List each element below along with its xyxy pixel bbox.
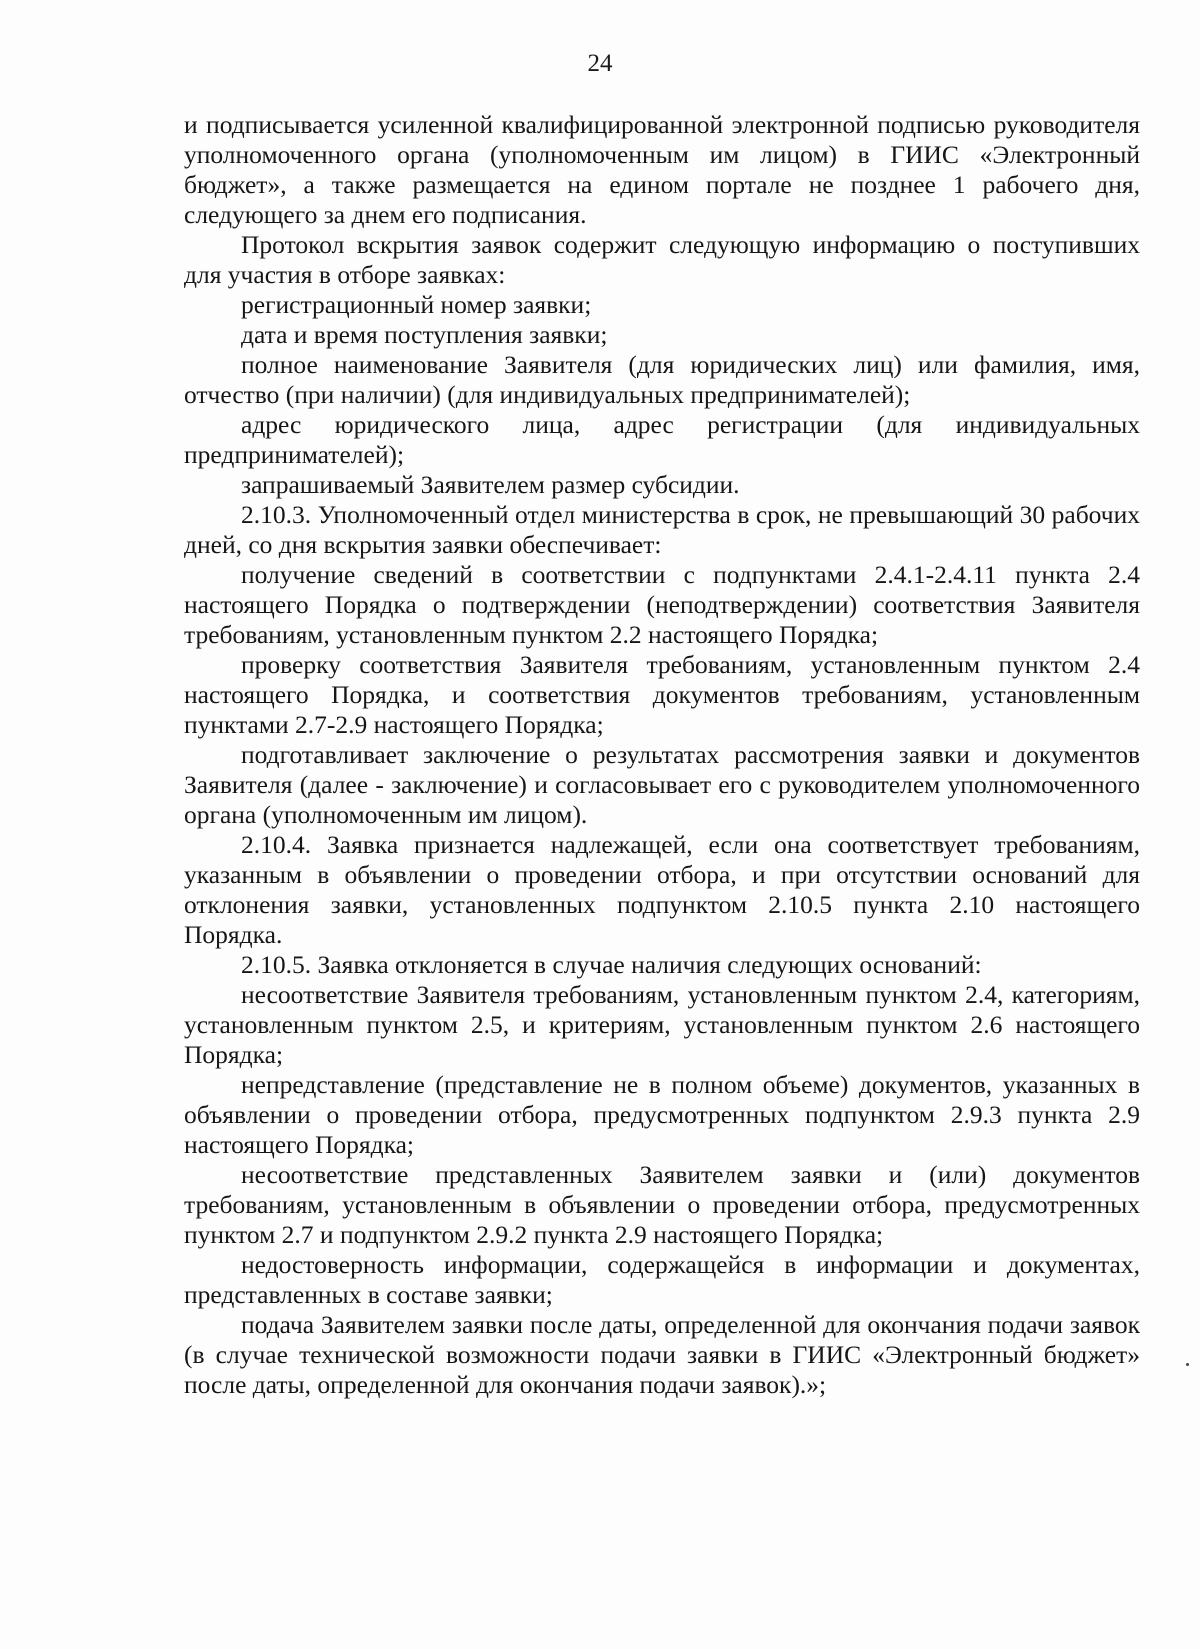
paragraph: запрашиваемый Заявителем размер субсидии.	[241, 470, 740, 499]
paragraph: проверку соответствия Заявителя требованиям, установленным пунктом 2.4 настоящего Порядка, и соответствия документов требованиям, установленным пунктами 2.7-2.9 настоящего Порядка;	[184, 650, 1140, 739]
paragraph: 2.10.4. Заявка признается надлежащей, если она соответствует требованиям, указанным в объявлении о проведении отбора, и при отсутствии оснований для отклонения заявки, установленных подпунктом 2.10.5 пункта 2.10 настоящего Порядка.	[184, 830, 1140, 949]
paragraph: 2.10.5. Заявка отклоняется в случае наличия следующих оснований:	[241, 950, 982, 979]
paragraph: дата и время поступления заявки;	[241, 320, 608, 349]
paragraph: несоответствие Заявителя требованиям, установленным пунктом 2.4, категориям, установленным пунктом 2.5, и критериям, установленным пунктом 2.6 настоящего Порядка;	[184, 980, 1140, 1069]
paragraph: получение сведений в соответствии с подпунктами 2.4.1-2.4.11 пункта 2.4 настоящего Порядка о подтверждении (неподтверждении) соответствия Заявителя требованиям, установленным пунктом 2.2 настоящего Порядка;	[184, 560, 1140, 649]
paragraph: 2.10.3. Уполномоченный отдел министерства в срок, не превышающий 30 рабочих дней, со дня вскрытия заявки обеспечивает:	[184, 500, 1140, 559]
page-number: 24	[587, 50, 613, 77]
paragraph: недостоверность информации, содержащейся в информации и документах, представленных в составе заявки;	[184, 1250, 1140, 1309]
scan-speck	[1186, 1363, 1189, 1366]
paragraph: регистрационный номер заявки;	[241, 290, 592, 319]
paragraph: непредставление (представление не в полном объеме) документов, указанных в объявлении о проведении отбора, предусмотренных подпунктом 2.9.3 пункта 2.9 настоящего Порядка;	[184, 1070, 1140, 1159]
paragraph: полное наименование Заявителя (для юридических лиц) или фамилия, имя, отчество (при наличии) (для индивидуальных предпринимателей);	[184, 350, 1140, 409]
document-body	[184, 110, 1140, 1400]
paragraph: и подписывается усиленной квалифицированной электронной подписью руководителя уполномоченного органа (уполномоченным им лицом) в ГИИС «Электронный бюджет», а также размещается на едином портале не позднее 1 рабочего дня, следующего за днем его подписания.	[184, 110, 1140, 229]
paragraph: подача Заявителем заявки после даты, определенной для окончания подачи заявок (в случае технической возможности подачи заявки в ГИИС «Электронный бюджет» после даты, определенной для окончания подачи заявок).»;	[184, 1310, 1140, 1399]
paragraph: адрес юридического лица, адрес регистрации (для индивидуальных предпринимателей);	[184, 410, 1140, 469]
paragraph: несоответствие представленных Заявителем заявки и (или) документов требованиям, установленным в объявлении о проведении отбора, предусмотренных пунктом 2.7 и подпунктом 2.9.2 пункта 2.9 настоящего Порядка;	[184, 1160, 1140, 1249]
paragraph: подготавливает заключение о результатах рассмотрения заявки и документов Заявителя (далее - заключение) и согласовывает его с руководителем уполномоченного органа (уполномоченным им лицом).	[184, 740, 1140, 829]
paragraph: Протокол вскрытия заявок содержит следующую информацию о поступивших для участия в отборе заявках:	[184, 230, 1140, 289]
